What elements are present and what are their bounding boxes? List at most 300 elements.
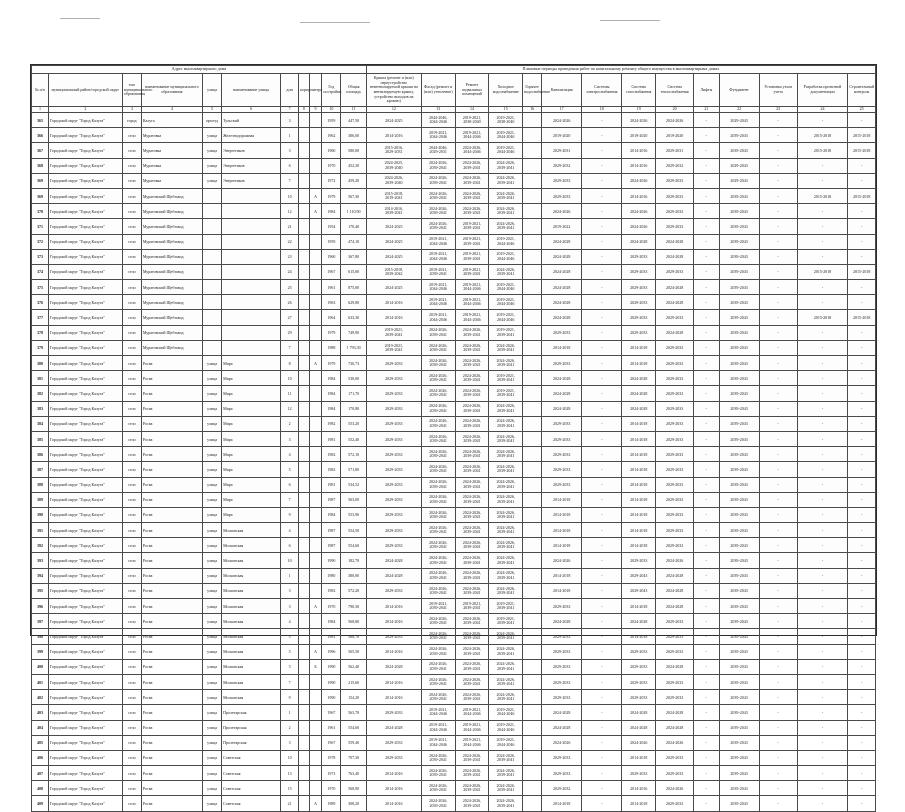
table-cell: 2039-2043 bbox=[719, 401, 759, 416]
table-cell: улица bbox=[203, 492, 222, 507]
table-cell: 2024-2026 bbox=[542, 204, 582, 219]
column-header: № п/п bbox=[32, 74, 49, 107]
cell-line: 2039-2041 bbox=[429, 331, 447, 337]
table-cell: 376 bbox=[32, 295, 49, 310]
table-cell: 2014-2018 bbox=[622, 523, 656, 538]
table-cell: - bbox=[848, 113, 876, 128]
table-cell: 2039-2043 bbox=[719, 599, 759, 614]
table-cell: 2024-2025 bbox=[366, 219, 421, 234]
group-header-periods: Плановые периоды проведения работ по капитальному ремонту общего имущества в многоквартирных домах bbox=[366, 66, 875, 74]
table-cell: улица bbox=[203, 143, 222, 158]
table-cell bbox=[421, 523, 455, 538]
table-cell: 2024-2028 bbox=[366, 568, 421, 583]
table-cell bbox=[299, 204, 310, 219]
table-cell: 2024-2028 bbox=[542, 280, 582, 295]
cell-line: 2024-2026, bbox=[496, 676, 515, 682]
table-cell: 2039-2043 bbox=[719, 204, 759, 219]
table-cell: - bbox=[797, 249, 848, 264]
table-cell: - bbox=[759, 219, 797, 234]
table-cell: Энергетиков bbox=[222, 158, 281, 173]
column-header: Система теплоснабжения bbox=[656, 74, 694, 107]
table-cell bbox=[421, 674, 455, 689]
table-cell: село bbox=[122, 416, 141, 431]
table-cell: 22 bbox=[281, 234, 299, 249]
table-cell: 2024-2026 bbox=[656, 735, 694, 750]
table-row bbox=[32, 401, 876, 416]
table-cell: 2014-2018 bbox=[542, 492, 582, 507]
column-header: Ремонт подвальных помещений bbox=[455, 74, 489, 107]
column-header: Крыша (ремонт и (или) переустройство невентилируемой крыши на вентилируемую крышу, устройство выходов на кровлю) bbox=[366, 74, 421, 107]
table-cell bbox=[309, 249, 322, 264]
cell-line: 2024-2026, bbox=[462, 479, 482, 485]
table-cell: 2029-2043 bbox=[622, 568, 656, 583]
table-cell: село bbox=[122, 431, 141, 446]
cell-line: 2039-2041 bbox=[463, 240, 481, 246]
table-cell bbox=[299, 766, 310, 781]
table-cell: - bbox=[848, 340, 876, 355]
cell-line: 2024-2026, bbox=[462, 585, 482, 591]
table-cell bbox=[299, 416, 310, 431]
column-number: 7 bbox=[281, 107, 299, 113]
table-cell: - bbox=[759, 173, 797, 188]
column-header: Разработка проектной документации bbox=[797, 74, 848, 107]
table-cell bbox=[489, 219, 523, 234]
table-cell: 308,20 bbox=[341, 796, 366, 811]
table-cell: 2039-2043 bbox=[719, 234, 759, 249]
table-cell bbox=[523, 796, 542, 811]
table-cell: - bbox=[848, 735, 876, 750]
cell-line: 2039-2041 bbox=[497, 620, 515, 626]
table-cell: село bbox=[122, 492, 141, 507]
table-cell: Муратовский Щебзавод bbox=[141, 325, 202, 340]
column-number: 10 bbox=[322, 107, 341, 113]
table-cell: Городской округ "Город Калуга" bbox=[48, 553, 122, 568]
table-cell: Городской округ "Город Калуга" bbox=[48, 401, 122, 416]
table-cell: 1 bbox=[281, 568, 299, 583]
table-cell bbox=[489, 720, 523, 735]
table-cell: 2029-2033 bbox=[656, 264, 694, 279]
table-cell bbox=[299, 690, 310, 705]
cell-line: 2024-2026, bbox=[496, 433, 515, 439]
table-cell: - bbox=[694, 644, 719, 659]
table-cell bbox=[299, 295, 310, 310]
cell-line: 2039-2041 bbox=[463, 346, 481, 352]
scan-mark bbox=[600, 20, 660, 21]
table-cell: - bbox=[797, 401, 848, 416]
cell-line: 2039-2041 bbox=[497, 665, 515, 671]
table-cell bbox=[299, 264, 310, 279]
table-cell: 2019-2020 bbox=[542, 128, 582, 143]
table-cell: 2029-2033 bbox=[656, 477, 694, 492]
cell-line: 2019-2021, bbox=[428, 266, 448, 272]
cell-line: 2039-2041 bbox=[497, 225, 515, 231]
table-cell: 2024-2026 bbox=[622, 219, 656, 234]
table-cell: 1984 bbox=[322, 204, 341, 219]
table-cell: 2014-2016 bbox=[366, 295, 421, 310]
cell-line: 2044-2046 bbox=[497, 301, 515, 307]
table-cell: 2029-2033 bbox=[656, 356, 694, 371]
table-cell: 2029-2033 bbox=[366, 523, 421, 538]
cell-line: 2039-2041 bbox=[429, 392, 447, 398]
table-cell: Городской округ "Город Калуга" bbox=[48, 325, 122, 340]
table-cell bbox=[309, 143, 322, 158]
cell-line: 2039-2041 bbox=[497, 559, 515, 565]
table-cell: Муратовский Щебзавод bbox=[141, 219, 202, 234]
table-cell: 568,80 bbox=[341, 614, 366, 629]
column-header: Строительный контроль bbox=[848, 74, 876, 107]
table-cell bbox=[309, 462, 322, 477]
table-cell: - bbox=[694, 401, 719, 416]
table-cell: 2014-2018 bbox=[622, 431, 656, 446]
table-cell: - bbox=[694, 492, 719, 507]
column-header: тип муниципального образования bbox=[122, 74, 141, 107]
table-cell bbox=[299, 280, 310, 295]
table-cell: Росва bbox=[141, 431, 202, 446]
cell-line: 2039-2041 bbox=[429, 453, 447, 459]
table-cell: - bbox=[797, 644, 848, 659]
table-cell: - bbox=[797, 280, 848, 295]
table-cell: - bbox=[582, 158, 622, 173]
table-cell bbox=[421, 280, 455, 295]
table-cell bbox=[299, 629, 310, 644]
cell-line: 2039-2041 bbox=[429, 802, 447, 808]
column-number: 13 bbox=[421, 107, 455, 113]
table-cell bbox=[421, 553, 455, 568]
schedule-table bbox=[31, 65, 876, 812]
table-cell: 395 bbox=[32, 583, 49, 598]
table-cell: 2039-2043 bbox=[719, 249, 759, 264]
table-cell: 2014-2018 bbox=[622, 477, 656, 492]
table-cell: 403 bbox=[32, 705, 49, 720]
table-cell: 2024-2028 bbox=[622, 720, 656, 735]
cell-line: 2024-2026, bbox=[462, 190, 482, 196]
table-cell: - bbox=[848, 750, 876, 765]
table-cell: 390 bbox=[32, 507, 49, 522]
table-cell: Пролетарская bbox=[222, 720, 281, 735]
table-cell bbox=[455, 356, 489, 371]
table-cell: 2024-2028 bbox=[656, 325, 694, 340]
table-cell: 2014-2018 bbox=[542, 523, 582, 538]
cell-line: 2039-2041 bbox=[429, 574, 447, 580]
table-cell: - bbox=[797, 371, 848, 386]
table-cell: Росва bbox=[141, 614, 202, 629]
table-cell: улица bbox=[203, 507, 222, 522]
table-cell bbox=[489, 766, 523, 781]
table-cell bbox=[299, 447, 310, 462]
table-cell: - bbox=[797, 781, 848, 796]
table-cell: - bbox=[759, 295, 797, 310]
cell-line: 2024-2026, bbox=[462, 494, 482, 500]
table-cell: - bbox=[759, 128, 797, 143]
table-cell: улица bbox=[203, 431, 222, 446]
table-cell: Тульский bbox=[222, 113, 281, 128]
column-header: Год постройки bbox=[322, 74, 341, 107]
table-cell: 372 bbox=[32, 234, 49, 249]
cell-line: 2024-2026, bbox=[428, 691, 448, 697]
table-cell: - bbox=[694, 659, 719, 674]
table-cell: Муратовка bbox=[141, 128, 202, 143]
table-cell: - bbox=[797, 173, 848, 188]
cell-line: 2019-2021, bbox=[462, 707, 482, 712]
table-cell bbox=[523, 158, 542, 173]
table-row bbox=[32, 431, 876, 446]
table-cell: 366 bbox=[32, 128, 49, 143]
table-cell: улица bbox=[203, 158, 222, 173]
table-cell: Муратовка bbox=[141, 143, 202, 158]
table-cell: 378 bbox=[32, 325, 49, 340]
table-cell: Мира bbox=[222, 401, 281, 416]
table-cell: 2029-2033 bbox=[622, 690, 656, 705]
table-cell: 381 bbox=[32, 371, 49, 386]
table-row bbox=[32, 128, 876, 143]
table-cell bbox=[455, 386, 489, 401]
table-cell bbox=[309, 416, 322, 431]
table-cell: 402 bbox=[32, 690, 49, 705]
table-cell: 459,20 bbox=[341, 173, 366, 188]
table-cell: - bbox=[582, 462, 622, 477]
table-cell: 5 bbox=[281, 462, 299, 477]
cell-line: 2039-2041 bbox=[429, 650, 447, 656]
column-header: улица bbox=[203, 74, 222, 107]
table-cell: улица bbox=[203, 128, 222, 143]
table-cell bbox=[489, 735, 523, 750]
cell-line: 2039-2041 bbox=[463, 225, 481, 231]
table-cell bbox=[455, 766, 489, 781]
table-cell: - bbox=[582, 781, 622, 796]
table-cell: - bbox=[582, 416, 622, 431]
table-cell: 10 bbox=[281, 750, 299, 765]
table-cell: улица bbox=[203, 568, 222, 583]
table-cell bbox=[366, 340, 421, 355]
table-cell: Городской округ "Город Калуга" bbox=[48, 538, 122, 553]
table-cell: улица bbox=[203, 720, 222, 735]
table-cell: 2015-2018 bbox=[848, 128, 876, 143]
table-cell: 559,40 bbox=[341, 735, 366, 750]
table-cell bbox=[523, 431, 542, 446]
table-cell bbox=[222, 280, 281, 295]
table-cell bbox=[299, 371, 310, 386]
table-cell: 2014-2018 bbox=[622, 356, 656, 371]
table-cell: - bbox=[797, 614, 848, 629]
table-cell: Росва bbox=[141, 507, 202, 522]
table-cell bbox=[455, 173, 489, 188]
cell-line: 2024-2026, bbox=[496, 555, 515, 561]
table-cell bbox=[309, 614, 322, 629]
cell-line: 2024-2026, bbox=[462, 357, 482, 363]
table-cell: - bbox=[694, 356, 719, 371]
cell-line: 2024-2026, bbox=[496, 782, 515, 788]
table-cell: Муратовский Щебзавод bbox=[141, 188, 202, 203]
table-cell: 2024-2028 bbox=[542, 614, 582, 629]
table-cell: 3 bbox=[281, 599, 299, 614]
table-cell: 1978 bbox=[322, 750, 341, 765]
table-cell: 2024-2028 bbox=[622, 705, 656, 720]
table-cell bbox=[299, 128, 310, 143]
table-cell bbox=[299, 158, 310, 173]
cell-line: 2019-2021, bbox=[496, 327, 515, 333]
table-cell: Городской округ "Город Калуга" bbox=[48, 416, 122, 431]
table-cell: 399 bbox=[32, 644, 49, 659]
table-cell: Городской округ "Город Калуга" bbox=[48, 659, 122, 674]
cell-line: 2044-2046 bbox=[463, 134, 481, 140]
table-cell: 1980 bbox=[322, 568, 341, 583]
cell-line: 2024-2026, bbox=[462, 175, 482, 181]
table-cell: Росва bbox=[141, 644, 202, 659]
table-cell: - bbox=[694, 735, 719, 750]
cell-line: 2039-2041 bbox=[463, 362, 481, 368]
table-cell: - bbox=[848, 325, 876, 340]
cell-line: 2039-2041 bbox=[429, 620, 447, 626]
table-cell: 2039-2043 bbox=[719, 295, 759, 310]
table-cell: - bbox=[759, 310, 797, 325]
table-cell bbox=[523, 674, 542, 689]
table-cell: 2029-2033 bbox=[622, 674, 656, 689]
cell-line: 2019-2021, bbox=[496, 296, 515, 302]
cell-line: 2039-2041 bbox=[429, 756, 447, 762]
table-cell: Росва bbox=[141, 750, 202, 765]
table-cell: 4 bbox=[281, 614, 299, 629]
table-cell bbox=[455, 340, 489, 355]
table-cell: 2029-2033 bbox=[656, 204, 694, 219]
table-cell: 400 bbox=[32, 659, 49, 674]
table-cell: улица bbox=[203, 690, 222, 705]
table-cell: - bbox=[582, 735, 622, 750]
table-cell: - bbox=[848, 599, 876, 614]
table-cell bbox=[203, 264, 222, 279]
cell-line: 2039-2041 bbox=[463, 270, 481, 276]
table-cell bbox=[455, 735, 489, 750]
table-cell: 1960 bbox=[322, 143, 341, 158]
cell-line: 2019-2021, bbox=[428, 129, 448, 135]
table-cell: - bbox=[797, 447, 848, 462]
table-cell: 1967 bbox=[322, 735, 341, 750]
table-cell: - bbox=[848, 295, 876, 310]
table-cell: 409 bbox=[32, 796, 49, 811]
table-cell: улица bbox=[203, 599, 222, 614]
table-cell: 2024-2028 bbox=[366, 659, 421, 674]
table-row bbox=[32, 720, 876, 735]
table-cell bbox=[523, 188, 542, 203]
table-cell: Железнодорожная bbox=[222, 128, 281, 143]
cell-line: 2039-2041 bbox=[463, 589, 481, 595]
cell-line: 2039-2041 bbox=[463, 468, 481, 474]
table-cell: 553,96 bbox=[341, 507, 366, 522]
table-row bbox=[32, 325, 876, 340]
table-cell: 369 bbox=[32, 188, 49, 203]
table-cell: Городской округ "Город Калуга" bbox=[48, 644, 122, 659]
table-cell: - bbox=[759, 416, 797, 431]
table-cell: Росва bbox=[141, 735, 202, 750]
cell-line: 2019-2021, bbox=[496, 737, 515, 743]
table-cell: - bbox=[759, 158, 797, 173]
cell-line: 2039-2041 bbox=[497, 498, 515, 504]
cell-line: 2024-2026, bbox=[462, 767, 482, 773]
table-cell: село bbox=[122, 143, 141, 158]
table-cell: 572,10 bbox=[341, 447, 366, 462]
group-header-address: Адрес многоквартирного дома bbox=[32, 66, 367, 74]
table-cell: 2029-2033 bbox=[542, 750, 582, 765]
table-cell: 2039-2043 bbox=[719, 538, 759, 553]
table-cell bbox=[299, 113, 310, 128]
table-cell: Росва bbox=[141, 781, 202, 796]
table-row bbox=[32, 796, 876, 811]
cell-line: 2039-2041 bbox=[497, 195, 515, 201]
table-cell: 2039-2043 bbox=[719, 735, 759, 750]
table-cell: 629,80 bbox=[341, 295, 366, 310]
table-cell: - bbox=[759, 629, 797, 644]
cell-line: 2024-2026, bbox=[428, 798, 448, 804]
table-cell bbox=[489, 659, 523, 674]
table-cell: - bbox=[759, 447, 797, 462]
table-cell: Городской округ "Город Калуга" bbox=[48, 462, 122, 477]
table-cell bbox=[309, 720, 322, 735]
table-cell: 554,60 bbox=[341, 538, 366, 553]
table-cell: Городской округ "Город Калуга" bbox=[48, 629, 122, 644]
table-cell bbox=[309, 705, 322, 720]
table-cell: 2024-2028 bbox=[656, 659, 694, 674]
table-cell bbox=[299, 583, 310, 598]
table-cell: село bbox=[122, 796, 141, 811]
capital-repair-schedule-table bbox=[30, 64, 877, 808]
table-cell: 2029-2033 bbox=[366, 705, 421, 720]
table-cell: Росва bbox=[141, 492, 202, 507]
table-cell bbox=[299, 492, 310, 507]
table-cell: 23 bbox=[281, 249, 299, 264]
table-cell: город bbox=[122, 113, 141, 128]
table-cell: улица bbox=[203, 386, 222, 401]
table-cell: Московская bbox=[222, 583, 281, 598]
cell-line: 2044-2046 bbox=[497, 134, 515, 140]
table-cell: 306,00 bbox=[341, 128, 366, 143]
table-cell: - bbox=[797, 568, 848, 583]
table-cell: 2014-2016 bbox=[366, 796, 421, 811]
cell-line: 2024-2026, bbox=[428, 767, 448, 773]
table-cell: 2029-2033 bbox=[366, 477, 421, 492]
table-cell: 2024-2026 bbox=[656, 113, 694, 128]
table-cell: Росва bbox=[141, 523, 202, 538]
table-cell bbox=[421, 158, 455, 173]
table-cell: - bbox=[582, 310, 622, 325]
cell-line: 2024-2026, bbox=[462, 509, 482, 515]
table-cell: - bbox=[759, 614, 797, 629]
table-cell bbox=[299, 659, 310, 674]
table-cell: - bbox=[582, 507, 622, 522]
cell-line: 2044-2046 bbox=[497, 240, 515, 246]
table-cell: 2029-2033 bbox=[656, 750, 694, 765]
table-cell bbox=[523, 371, 542, 386]
table-cell bbox=[309, 568, 322, 583]
table-cell: - bbox=[582, 523, 622, 538]
table-cell: - bbox=[797, 507, 848, 522]
table-cell: 2014-2016 bbox=[366, 674, 421, 689]
table-cell bbox=[489, 462, 523, 477]
table-row bbox=[32, 264, 876, 279]
table-cell bbox=[489, 280, 523, 295]
cell-line: 2044-2046 bbox=[429, 711, 447, 717]
table-cell: 1967 bbox=[322, 705, 341, 720]
table-cell bbox=[299, 340, 310, 355]
table-cell: - bbox=[848, 371, 876, 386]
table-cell bbox=[455, 674, 489, 689]
table-cell: 447,50 bbox=[341, 113, 366, 128]
cell-line: 2024-2026, bbox=[428, 782, 448, 788]
table-cell: 580,00 bbox=[341, 143, 366, 158]
table-cell bbox=[455, 614, 489, 629]
table-cell: - bbox=[582, 264, 622, 279]
cell-line: 2019-2021, bbox=[496, 281, 515, 287]
table-cell: Мира bbox=[222, 462, 281, 477]
table-cell: - bbox=[694, 325, 719, 340]
